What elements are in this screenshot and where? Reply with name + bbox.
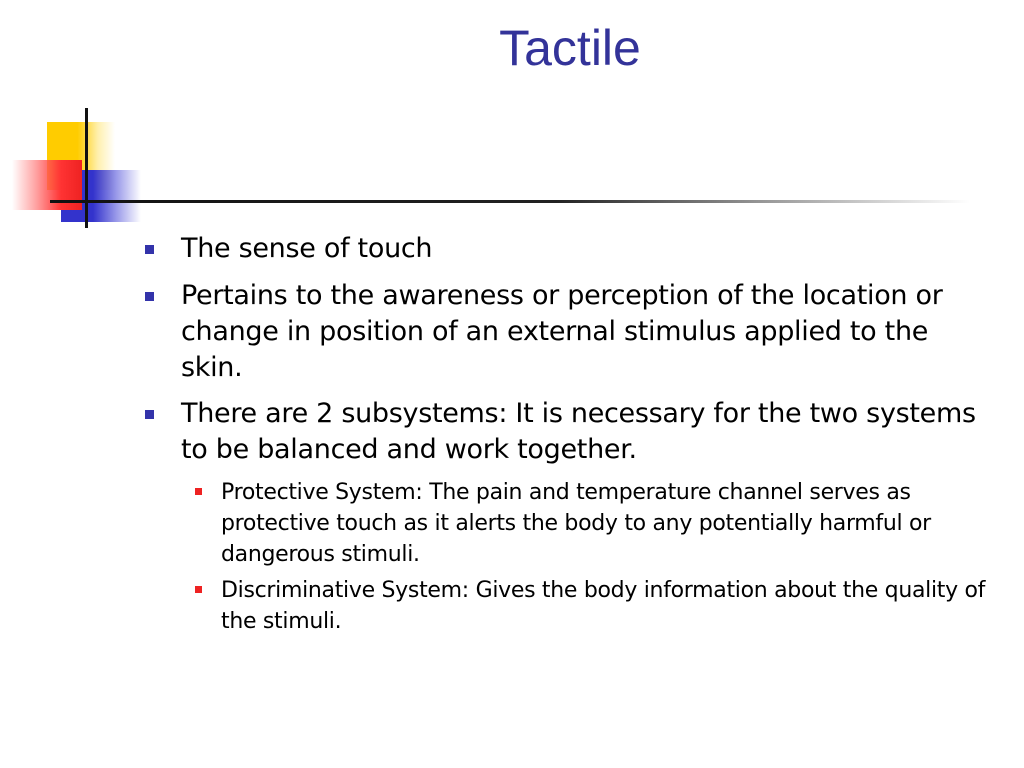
- square-bullet-icon: [145, 410, 154, 419]
- bullet-item: [181, 231, 996, 267]
- square-bullet-icon: [145, 292, 154, 301]
- bullet-text: The sense of touch: [181, 233, 433, 264]
- bullet-item: [181, 396, 996, 468]
- sub-bullet-text: Protective System: The pain and temperature channel serves as protective touch as it alerts the body to any potentially harmful or dangerous stimuli.: [221, 480, 931, 567]
- sub-bullet-item: [221, 575, 1011, 637]
- square-bullet-icon: [195, 488, 202, 495]
- sub-bullet-item: [221, 477, 1011, 570]
- square-bullet-icon: [195, 586, 202, 593]
- bullet-text: Pertains to the awareness or perception of the location or change in position of an external stimulus applied to the skin.: [181, 280, 943, 383]
- square-bullet-icon: [145, 245, 154, 254]
- slide-title: Tactile: [499, 20, 641, 76]
- bullet-text: There are 2 subsystems: It is necessary for the two systems to be balanced and work together.: [181, 398, 976, 465]
- bullet-item: [181, 278, 996, 386]
- sub-bullet-text: Discriminative System: Gives the body information about the quality of the stimuli.: [221, 578, 986, 634]
